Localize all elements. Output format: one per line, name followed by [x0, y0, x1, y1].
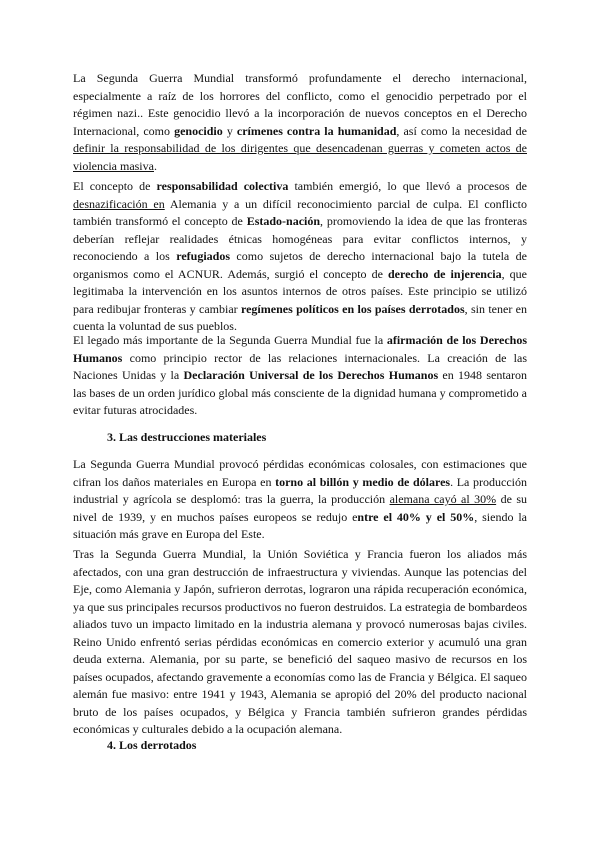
underlined-phrase: alemana cayó al 30%: [389, 492, 497, 506]
underlined-phrase: desnazificación en: [73, 196, 165, 211]
section-heading-destrucciones: 3. Las destrucciones materiales: [107, 430, 267, 444]
paragraph-collective-responsibility: [73, 178, 527, 336]
paragraph-allies-and-axis: [73, 546, 527, 739]
bold-term-declaracion: Declaración Universal de los Derechos Humanos: [183, 368, 439, 382]
underlined-phrase: definir la responsabilidad de los dirigentes que desencadenan guerras y cometen actos de violencia masiva: [73, 141, 527, 173]
text-run: . La producción industrial y agrícola se desplomó: tras la guerra, la producción: [73, 474, 528, 506]
paragraph-legal-transformation: [73, 70, 527, 175]
bold-term-injerencia: derecho de injerencia: [387, 266, 502, 281]
text-run: El legado más importante de la Segunda Guerra Mundial fue la: [73, 333, 387, 347]
text-run: , promoviendo la idea de que las fronteras deberían reflejar realidades étnicas homogéneas para evitar conflictos internos, y reconociendo a los: [73, 214, 528, 263]
text-run: , así como la necesidad de: [396, 123, 527, 138]
text-run: El concepto de: [73, 179, 157, 193]
bold-term-refugiados: refugiados: [176, 249, 231, 263]
paragraph-economic-losses: [73, 456, 527, 544]
bold-term-responsabilidad: responsabilidad colectiva: [156, 179, 289, 193]
bold-term-porcentaje: ntre el 40% y el 50%: [357, 509, 475, 524]
text-run: La Segunda Guerra Mundial transformó profundamente el derecho internacional, especialmente a raíz de los horrores del conflicto, como el genocidio perpetrado por el régimen nazi.. Este genocidio llevó a la incorporación de nuevos conceptos en el Derecho Internacional, como: [73, 71, 527, 138]
bold-term-regimenes: regímenes políticos en los países derrotados: [241, 301, 465, 316]
bold-term-genocidio: genocidio: [174, 123, 223, 138]
paragraph-human-rights-legacy: [73, 332, 527, 420]
text-run: La Segunda Guerra Mundial provocó pérdidas económicas colosales, con estimaciones que cifran los daños materiales en Europa en: [73, 457, 527, 489]
text-run: , siendo la situación más grave en Europa del Este.: [73, 509, 527, 541]
section-heading-derrotados: 4. Los derrotados: [107, 738, 197, 752]
text-run: Tras la Segunda Guerra Mundial, la Unión Soviética y Francia fueron los aliados más afectados, con una gran destrucción de infraestructura y viviendas. Aunque las potencias del Eje, como Alemania y Japón, sufrieron derrotas, lograron una rápida recuperación económica, ya que sus principales recursos productivos no fueron destruidos. La estrategia de bombardeos aliados tuvo un impacto limitado en la industria alemana y provocó numerosas bajas civiles. Reino Unido enfrentó serias pérdidas económicas en comercio exterior y acumuló una gran deuda externa. Alemania, por su parte, se benefició del saqueo masivo de recursos en los países ocupados, afectando gravemente a economías como las de Francia y Bélgica. El saqueo alemán fue masivo: entre 1941 y 1943, Alemania se apropió del 20% del producto nacional bruto de los países ocupados, y Bélgica y Francia también sufrieron grandes pérdidas económicas y culturales debido a la ocupación alemana.: [73, 547, 527, 736]
bold-term-derechos-humanos: afirmación de los Derechos Humanos: [73, 333, 528, 365]
bold-term-billon: torno al billón y medio de dólares: [275, 474, 451, 489]
text-run: en 1948 sentaron las bases de un orden jurídico global más consciente de la dignidad humana y comprometido a evitar futuras atrocidades.: [73, 368, 528, 417]
bold-term-crimenes: crímenes contra la humanidad: [236, 123, 397, 138]
bold-term-estado-nacion: Estado-nación: [246, 214, 321, 228]
text-run: de su nivel de 1939, y en muchos países europeos se redujo e: [73, 492, 527, 524]
text-run: Alemania y a un difícil reconocimiento parcial de culpa. El conflicto también transformó el concepto de: [73, 196, 528, 228]
text-run: también emergió, lo que llevó a procesos de: [288, 179, 527, 193]
text-run: , sin tener en cuenta la voluntad de sus pueblos.: [73, 301, 528, 333]
text-run: .: [153, 158, 157, 173]
text-run: , que legitimaba la intervención en los asuntos internos de otros países. Este principio se utilizó para redibujar fronteras y cambiar: [73, 266, 527, 316]
text-run: como sujetos de derecho internacional bajo la tutela de organismos como el ACNUR. Además, surgió el concepto de: [73, 249, 527, 281]
text-run: y: [222, 123, 237, 138]
text-run: como principio rector de las relaciones internacionales. La creación de las Naciones Unidas y la: [73, 350, 527, 382]
